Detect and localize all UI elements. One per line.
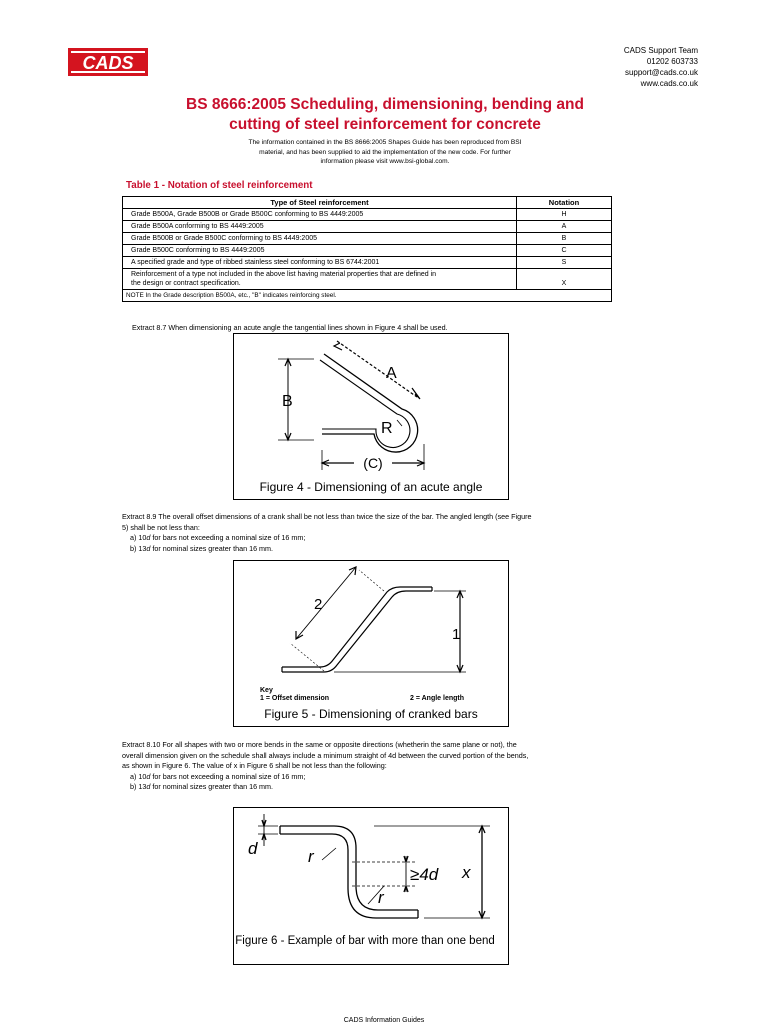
figure-4-caption: Figure 4 - Dimensioning of an acute angle	[259, 480, 483, 494]
extract-8-9-item-b	[122, 544, 617, 555]
extract-8-9-item-b-prefix: b) 13	[130, 543, 147, 553]
column-header-notation: Notation	[517, 197, 612, 209]
column-header-type: Type of Steel reinforcement	[123, 197, 517, 209]
extract-8-10-item-b-prefix: b) 13	[130, 782, 147, 791]
table-row	[123, 245, 612, 257]
figure-4-arrow-a1	[334, 343, 342, 350]
notation-cell: B	[517, 233, 612, 245]
notation-table	[122, 196, 612, 302]
figure-5-key-1: 1 = Offset dimension	[260, 695, 330, 702]
intro-line-2: material, and has been supplied to aid the implementation of the new code. For further	[259, 148, 511, 156]
contact-phone: 01202 603733	[646, 57, 698, 66]
figure-6-label-4d: ≥4d	[410, 865, 439, 884]
figure-4-bar-outer	[322, 354, 418, 452]
extract-8-10-item-a-d: d	[146, 771, 151, 781]
intro-line-3: information please visit www.bsi-global.com.	[320, 158, 450, 165]
table-row	[123, 209, 612, 221]
figure-6-label-r2: r	[378, 888, 384, 907]
title-line-1: BS 8666:2005 Scheduling, dimensioning, bending and	[186, 96, 584, 113]
type-cell: Grade B500A conforming to BS 4449:2005	[123, 221, 517, 233]
figure-6-label-x: x	[462, 863, 471, 882]
figure-4-label-b: B	[282, 393, 293, 410]
intro-line-1: The information contained in the BS 8666:2005 Shapes Guide has been reproduced from BSI	[248, 139, 522, 146]
extract-8-9-item-a-d: d	[146, 533, 151, 542]
notation-cell: H	[517, 209, 612, 221]
type-cell: Grade B500B or Grade B500C conforming to BS 4449:2005	[123, 233, 517, 245]
footer: CADS Information Guides	[343, 1017, 425, 1024]
extract-8-10-item-a-text: for bars not exceeding a nominal size of 16 mm;	[150, 771, 306, 781]
extract-8-10-item-b-d: d	[146, 782, 151, 791]
figure-5-dimension-2	[296, 567, 356, 639]
extract-8-9-item-a	[122, 533, 617, 544]
logo-text: CADS	[82, 53, 134, 73]
page-title	[60, 95, 710, 135]
extract-8-9-item-b-text: for nominal sizes greater than 16 mm.	[150, 543, 274, 553]
intro-text	[200, 138, 570, 167]
cads-logo	[68, 48, 148, 76]
table-header-row	[123, 197, 612, 209]
extract-8-10-line-1: Extract 8.10 For all shapes with two or more bends in the same or opposite directions (whetherin the same plane or not), the	[122, 740, 517, 749]
extract-8-10-item-b	[122, 782, 617, 793]
figure-5-label-2: 2	[314, 596, 323, 613]
notation-cell: X	[517, 269, 612, 290]
extract-8-9-item-a-text: for bars not exceeding a nominal size of 16 mm;	[150, 533, 306, 542]
table-row	[123, 269, 612, 290]
notation-cell: S	[517, 257, 612, 269]
table-row	[123, 257, 612, 269]
extract-8-10-line-2: overall dimension given on the schedule shall always include a minimum straight of 4d between the curved portion of the bends,	[122, 750, 529, 760]
contact-email[interactable]: support@cads.co.uk	[624, 68, 698, 77]
notation-cell: C	[517, 245, 612, 257]
table-row	[123, 233, 612, 245]
extract-8-7: Extract 8.7 When dimensioning an acute angle the tangential lines shown in Figure 4 shall be used.	[132, 323, 448, 332]
figure-5-key-2: 2 = Angle length	[410, 695, 464, 702]
type-cell: Grade B500A, Grade B500B or Grade B500C conforming to BS 4449:2005	[123, 209, 517, 221]
type-cell-line-2: the design or contract specification.	[131, 280, 241, 287]
figure-5-label-1: 1	[452, 626, 461, 643]
table-note-row	[123, 290, 612, 302]
contact-team: CADS Support Team	[623, 46, 698, 55]
type-cell: A specified grade and type of ribbed stainless steel conforming to BS 6744:2001	[123, 257, 517, 269]
contact-web[interactable]: www.cads.co.uk	[640, 79, 698, 88]
extract-8-9-line-2: 5) shall be not less than:	[122, 522, 200, 532]
figure-6-caption: Figure 6 - Example of bar with more than one bend	[235, 935, 495, 947]
figure-4-radius-leader	[397, 420, 402, 426]
figure-4-label-c: (C)	[363, 455, 383, 471]
figure-4-arrow-a2	[412, 388, 420, 399]
figure-6	[233, 807, 509, 965]
figure-4-label-r: R	[381, 420, 393, 437]
figure-4-label-a: A	[386, 365, 397, 382]
figure-5-caption: Figure 5 - Dimensioning of cranked bars	[264, 707, 478, 721]
type-cell: Grade B500C conforming to BS 4449:2005	[123, 245, 517, 257]
title-line-2: cutting of steel reinforcement for concrete	[229, 116, 541, 133]
figure-4	[233, 333, 509, 500]
type-cell-line-1: Reinforcement of a type not included in the above list having material properties that are defined in	[131, 271, 437, 278]
figure-5-bar-upper	[282, 591, 432, 672]
extract-8-9	[122, 512, 617, 554]
type-cell	[123, 269, 517, 290]
extract-8-10-item-a	[122, 772, 617, 783]
extract-8-10-line-3: as shown in Figure 6. The value of x in Figure 6 shall be not less than the following:	[122, 761, 387, 770]
extract-8-9-item-b-d: d	[146, 543, 151, 553]
extract-8-10-item-b-text: for nominal sizes greater than 16 mm.	[150, 782, 274, 791]
extract-8-9-line-1: Extract 8.9 The overall offset dimensions of a crank shall be not less than twice the size of the bar. The angled length (see Figure	[122, 512, 532, 521]
figure-5-key-title: Key	[260, 687, 273, 694]
table-row	[123, 221, 612, 233]
figure-6-r1-leader	[322, 848, 336, 860]
notation-cell: A	[517, 221, 612, 233]
figure-6-label-r1: r	[308, 847, 314, 866]
table-note: NOTE In the Grade description B500A, etc., "B" indicates reinforcing steel.	[123, 290, 612, 302]
contact-block	[624, 45, 698, 89]
figure-5	[233, 560, 509, 727]
figure-6-bar-inner	[280, 834, 418, 918]
figure-5-ext-2b	[359, 570, 384, 591]
figure-6-label-d: d	[248, 839, 258, 858]
figure-4-dimension-a	[337, 341, 417, 397]
table-heading: Table 1 - Notation of steel reinforcement	[126, 180, 313, 191]
extract-8-10-item-a-prefix: a) 10	[130, 771, 147, 781]
extract-8-10	[122, 740, 617, 793]
extract-8-9-item-a-prefix: a) 10	[130, 533, 147, 542]
